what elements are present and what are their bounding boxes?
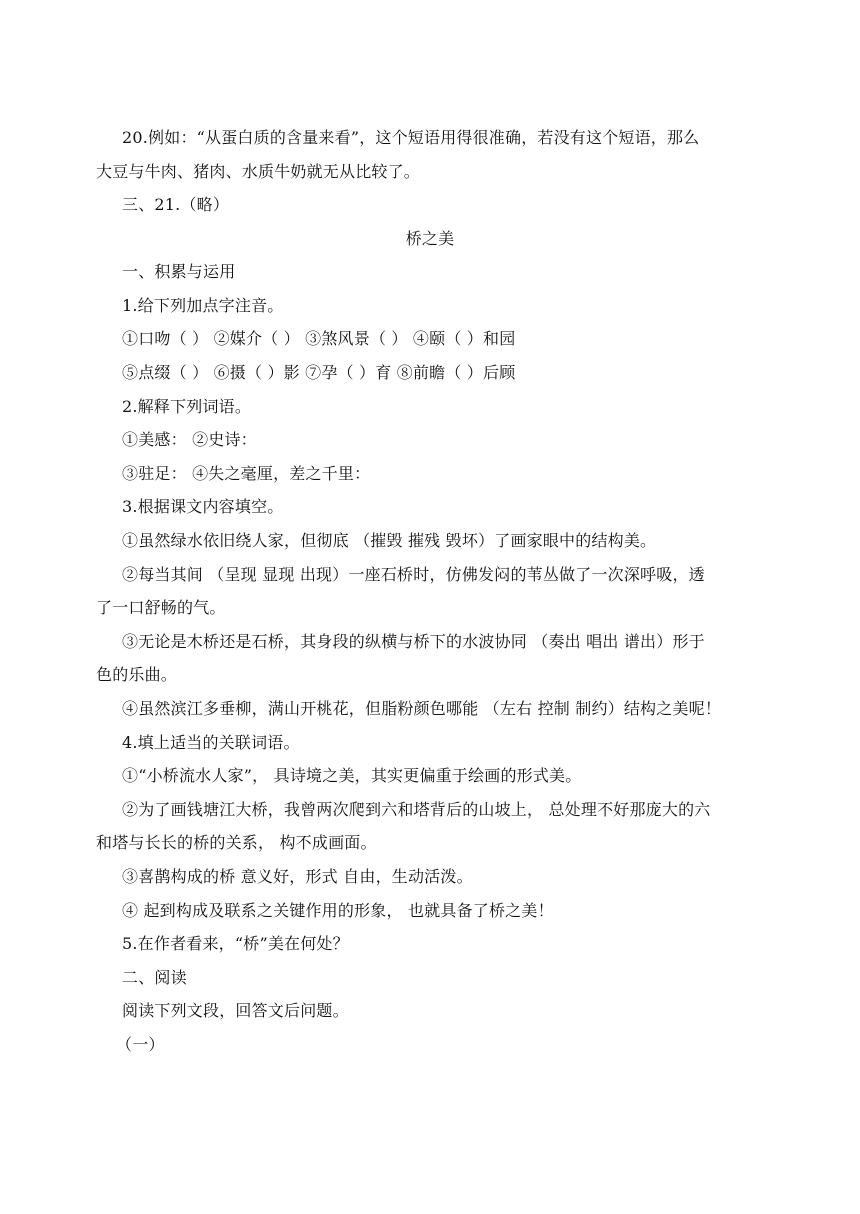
question-1-items-row-2: ⑤点缀（ ） ⑥摄（ ）影 ⑦孕（ ）育 ⑧前瞻（ ）后顾 <box>122 363 516 382</box>
reading-instruction: 阅读下列文段，回答文后问题。 <box>122 1001 349 1020</box>
question-3-item-4: ④虽然滨江多垂柳，满山开桃花，但脂粉颜色哪能 （左右 控制 制约）结构之美呢！ <box>122 699 722 718</box>
question-4-item-1: ①“小桥流水人家”， 具诗境之美，其实更偏重于绘画的形式美。 <box>122 766 582 785</box>
question-4-item-2-line-1: ②为了画钱塘江大桥，我曾两次爬到六和塔背后的山坡上， 总处理不好那庞大的六 <box>122 800 711 819</box>
question-1-prompt: 1.给下列加点字注音。 <box>122 296 284 315</box>
question-2-items-row-2: ③驻足： ④失之毫厘，差之千里： <box>122 464 371 483</box>
part-one-heading: 一、积累与运用 <box>122 262 236 281</box>
question-4-item-3: ③喜鹊构成的桥 意义好，形式 自由，生动活泼。 <box>122 867 473 886</box>
answer-20-line-2: 大豆与牛肉、猪肉、水质牛奶就无从比较了。 <box>96 162 421 181</box>
question-3-item-3-line-2: 色的乐曲。 <box>96 665 178 684</box>
question-4-item-4: ④ 起到构成及联系之关键作用的形象， 也就具备了桥之美！ <box>122 901 554 920</box>
question-4-prompt: 4.填上适当的关联词语。 <box>122 733 300 752</box>
question-3-item-2-line-2: 了一口舒畅的气。 <box>96 598 226 617</box>
question-3-prompt: 3.根据课文内容填空。 <box>122 497 284 516</box>
question-3-item-1: ①虽然绿水依旧绕人家，但彻底 （摧毁 摧残 毁坏）了画家眼中的结构美。 <box>122 531 657 550</box>
question-2-items-row-1: ①美感： ②史诗： <box>122 430 257 449</box>
answer-21-line: 三、21.（略） <box>122 195 230 214</box>
question-3-item-2-line-1: ②每当其间 （呈现 显现 出现）一座石桥时，仿佛发闷的苇丛做了一次深呼吸，透 <box>122 565 705 584</box>
question-5-prompt: 5.在作者看来，“桥”美在何处？ <box>122 934 349 953</box>
question-1-items-row-1: ①口吻（ ） ②媒介（ ） ③煞风景（ ） ④颐（ ）和园 <box>122 329 516 348</box>
section-title: 桥之美 <box>405 229 455 248</box>
passage-one-label: （一） <box>116 1035 165 1054</box>
answer-20-line-1: 20.例如：“从蛋白质的含量来看”，这个短语用得很准确，若没有这个短语，那么 <box>122 128 700 147</box>
part-two-heading: 二、阅读 <box>122 968 187 987</box>
question-4-item-2-line-2: 和塔与长长的桥的关系， 构不成画面。 <box>96 833 377 852</box>
question-2-prompt: 2.解释下列词语。 <box>122 397 252 416</box>
question-3-item-3-line-1: ③无论是木桥还是石桥，其身段的纵横与桥下的水波协同 （奏出 唱出 谱出）形于 <box>122 632 705 651</box>
